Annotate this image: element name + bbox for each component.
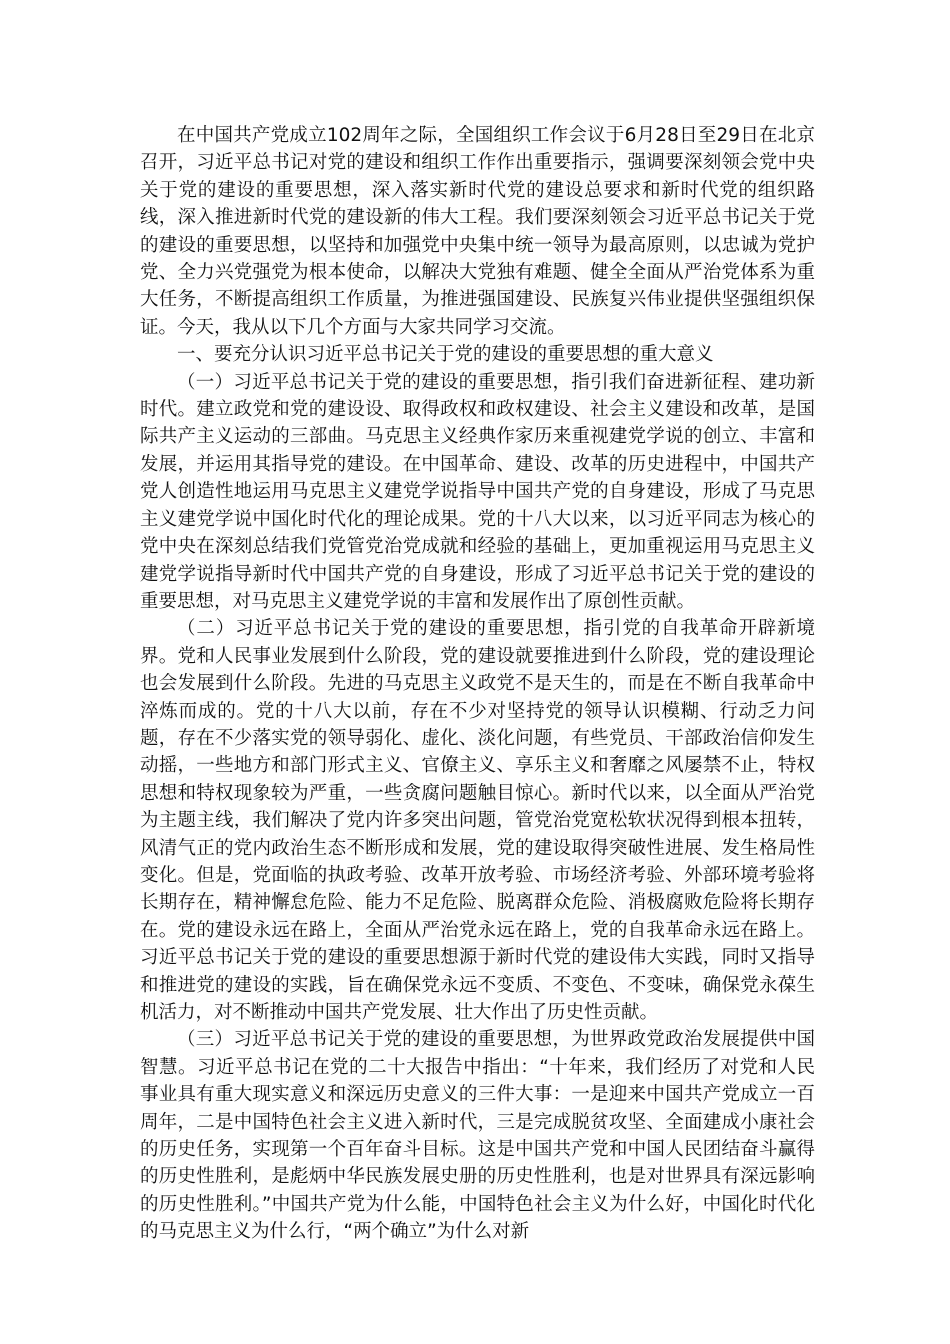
section-heading: 一、要充分认识习近平总书记关于党的建设的重要思想的重大意义 [177, 344, 714, 366]
paragraph-point-3: （三）习近平总书记关于党的建设的重要思想，为世界政党政治发展提供中国智慧。习近平总书记在党的二十大报告中指出：“十年来，我们经历了对党和人民事业具有重大现实意义和深远历史意义的三件大事：一是迎来中国共产党成立一百周年，二是中国特色社会主义进入新时代，三是完成脱贫攻坚、全面建成小康社会的历史任务，实现第一个百年奋斗目标。这是中国共产党和中国人民团结奋斗赢得的历史性胜利，是彪炳中华民族发展史册的历史性胜利，也是对世界具有深远影响的历史性胜利。”中国共产党为什么能，中国特色社会主义为什么好，中国化时代化的马克思主义为什么行，“两个确立”为什么对新 [140, 1029, 815, 1243]
intro-paragraph: 在中国共产党成立102周年之际，全国组织工作会议于6月28日至29日在北京召开，习近平总书记对党的建设和组织工作作出重要指示，强调要深刻领会党中央关于党的建设的重要思想，深入落实新时代党的建设总要求和新时代党的组织路线，深入推进新时代党的建设新的伟大工程。我们要深刻领会习近平总书记关于党的建设的重要思想，以坚持和加强党中央集中统一领导为最高原则，以忠诚为党护党、全力兴党强党为根本使命，以解决大党独有难题、健全全面从严治党体系为重大任务，不断提高组织工作质量，为推进强国建设、民族复兴伟业提供坚强组织保证。今天，我从以下几个方面与大家共同学习交流。 [140, 125, 815, 338]
paragraph-point-2: （二）习近平总书记关于党的建设的重要思想，指引党的自我革命开辟新境界。党和人民事业发展到什么阶段，党的建设就要推进到什么阶段，党的建设理论也会发展到什么阶段。先进的马克思主义政党不是天生的，而是在不断自我革命中淬炼而成的。党的十八大以前，存在不少对坚持党的领导认识模糊、行动乏力问题，存在不少落实党的领导弱化、虚化、淡化问题，有些党员、干部政治信仰发生动摇，一些地方和部门形式主义、官僚主义、享乐主义和奢靡之风屡禁不止，特权思想和特权现象较为严重，一些贪腐问题触目惊心。新时代以来，以全面从严治党为主题主线，我们解决了党内许多突出问题，管党治党宽松软状况得到根本扭转，风清气正的党内政治生态不断形成和发展，党的建设取得突破性进展、发生格局性变化。但是，党面临的执政考验、改革开放考验、市场经济考验、外部环境考验将长期存在，精神懈怠危险、能力不足危险、脱离群众危险、消极腐败危险将长期存在。党的建设永远在路上，全面从严治党永远在路上，党的自我革命永远在路上。习近平总书记关于党的建设的重要思想源于新时代党的建设伟大实践，同时又指导和推进党的建设的实践，旨在确保党永远不变质、不变色、不变味，确保党永葆生机活力，对不断推动中国共产党发展、壮大作出了历史性贡献。 [140, 618, 815, 1023]
document-body [140, 122, 815, 1246]
paragraph-point-1: （一）习近平总书记关于党的建设的重要思想，指引我们奋进新征程、建功新时代。建立政党和党的建设设、取得政权和政权建设、社会主义建设和改革，是国际共产主义运动的三部曲。马克思主义经典作家历来重视建党学说的创立、丰富和发展，并运用其指导党的建设。在中国革命、建设、改革的历史进程中，中国共产党人创造性地运用马克思主义建党学说指导中国共产党的自身建设，形成了马克思主义建党学说中国化时代化的理论成果。党的十八大以来，以习近平同志为核心的党中央在深刻总结我们党管党治党成就和经验的基础上，更加重视运用马克思主义建党学说指导新时代中国共产党的自身建设，形成了习近平总书记关于党的建设的重要思想，对马克思主义建党学说的丰富和发展作出了原创性贡献。 [140, 371, 815, 612]
